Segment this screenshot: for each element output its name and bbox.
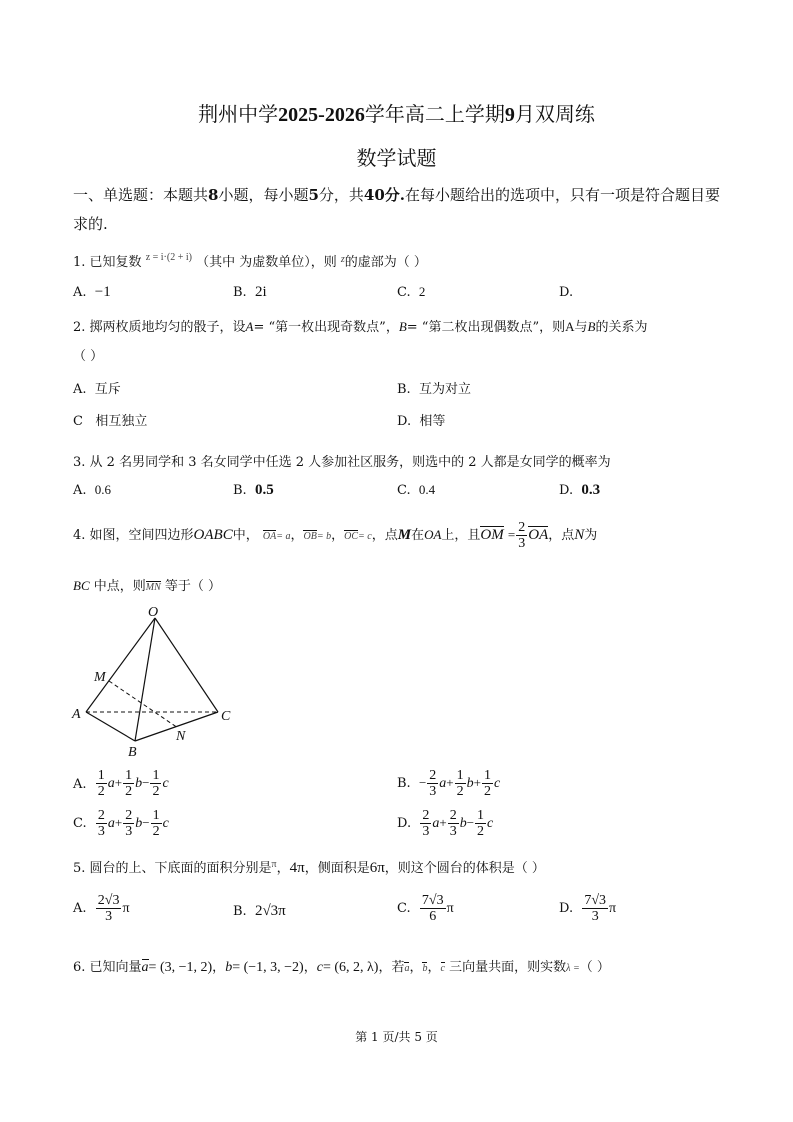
q6-lambda: λ = <box>566 963 580 974</box>
option-label: C <box>73 414 83 429</box>
q5-option-d[interactable] <box>559 893 616 924</box>
q2-eq-b: = “第二枚出现偶数点”，则 <box>406 320 566 335</box>
question-1 <box>73 251 427 270</box>
q2-option-b[interactable] <box>397 378 471 397</box>
q4-prefix: 4. 如图，空间四边形 <box>73 528 194 543</box>
vec-b: b <box>459 816 467 831</box>
frac-den: 2 <box>477 824 485 839</box>
option-label: C. <box>397 285 411 300</box>
frac-den: 3 <box>449 824 457 839</box>
q6-mid: ，若 <box>378 960 405 975</box>
sign: − <box>142 775 150 790</box>
edge-ab <box>86 712 135 741</box>
frac-num: 7√3 <box>584 893 607 908</box>
question-4: 4. 如图，空间四边形OABC中， OA= a，OB= b，OC= c，点M在OA上，且OM = $\frac{2}{3}$ OA，点N为 <box>73 520 598 551</box>
q4-wei: 为 <box>584 528 598 543</box>
q1-option-a[interactable] <box>73 284 111 301</box>
q1-z: z <box>340 254 345 265</box>
q4-eq: = <box>507 527 516 542</box>
option-label: A. <box>73 483 87 498</box>
title-mid: 学年高二上学期 <box>364 102 505 126</box>
frac-den: 3 <box>422 824 430 839</box>
option-value: 0.4 <box>418 482 436 497</box>
q4-n: N <box>574 527 585 543</box>
q1-option-c[interactable] <box>397 284 425 300</box>
title-year: 2025-2026 <box>278 104 365 126</box>
option-value: 2 <box>418 284 426 299</box>
q6-prefix: 6. 已知向量 <box>73 960 142 975</box>
option-value: 2i <box>254 284 267 300</box>
q4-zhong: 中， <box>232 528 259 543</box>
sign: − <box>142 815 150 830</box>
q4-n-text: ，点 <box>548 528 575 543</box>
question-5 <box>73 857 545 877</box>
frac-den: 2 <box>125 784 133 799</box>
frac-den: 2 <box>152 784 160 799</box>
sign: + <box>439 815 447 830</box>
q4-eq-a: = a <box>276 531 291 542</box>
frac-num: 1 <box>97 768 105 783</box>
section-text-a: 一、单选题：本题共 <box>73 186 209 204</box>
frac-num: 1 <box>456 768 464 783</box>
q1-option-d[interactable] <box>559 284 581 300</box>
q5-comma: ， <box>276 861 290 876</box>
option-label: B. <box>233 904 247 919</box>
sign: − <box>466 815 475 830</box>
frac-den: 2 <box>152 824 160 839</box>
q4-bc: BC <box>73 578 90 593</box>
frac-den: 3 <box>591 909 599 924</box>
title-school: 荆州中学 <box>198 102 279 126</box>
option-value: 0.6 <box>94 482 112 497</box>
q4-vec-mn: MN <box>145 582 161 593</box>
q6-tail: 三向量共面，则实数 <box>449 960 567 975</box>
frac-den: 2 <box>483 784 491 799</box>
section-text-c: 分，共 <box>318 186 364 204</box>
q6-vec-b2: b <box>422 963 428 974</box>
page-footer: 第 1 页/共 5 页 <box>355 1030 438 1044</box>
label-c: C <box>221 709 231 724</box>
option-label: C. <box>397 901 411 916</box>
vec-a: a <box>107 816 115 831</box>
section-text-e: 在每小题给出的选项中，只有一项是符合题目要求的. <box>73 186 721 233</box>
frac-num: 2 <box>97 808 105 823</box>
q3-option-a[interactable] <box>73 482 111 498</box>
q6-b: b <box>225 960 233 975</box>
option-label: B. <box>397 776 411 791</box>
section-n2: 5 <box>308 186 319 204</box>
frac-den: 3 <box>97 824 105 839</box>
frac-num: 1 <box>477 808 485 823</box>
question-2 <box>73 316 647 335</box>
q3-option-c[interactable] <box>397 482 435 498</box>
q2-b2: B <box>587 319 596 334</box>
q4-line2-suffix: 等于（ ） <box>164 579 222 594</box>
sign: + <box>473 775 481 790</box>
title-month: 9 <box>504 104 515 126</box>
q6-vec-c2: c <box>440 963 445 974</box>
option-label: C. <box>397 483 411 498</box>
q4-vec-om: OM <box>480 527 504 543</box>
q6-vec-a: a <box>141 960 149 975</box>
option-value: 互为对立 <box>418 382 471 397</box>
question-4-line2 <box>73 575 221 594</box>
q1-prefix: 1. 已知复数 <box>73 255 142 270</box>
vec-b: b <box>135 776 143 791</box>
edge-oa <box>86 618 155 712</box>
q2-b: B <box>398 319 407 334</box>
sign: + <box>114 815 123 830</box>
vec-c: c <box>162 816 169 831</box>
option-label: B. <box>233 285 247 300</box>
vec-c: c <box>487 816 494 831</box>
option-value: 相互独立 <box>95 414 148 429</box>
edge-ob <box>135 618 155 741</box>
q2-option-d[interactable] <box>397 410 445 429</box>
option-tail: π <box>609 901 617 916</box>
frac-num: 1 <box>483 768 491 783</box>
frac-num: 2√3 <box>97 893 120 908</box>
q2-and: 与 <box>574 320 588 335</box>
q6-b-val: = (−1, 3, −2) <box>232 960 304 975</box>
vec-a: a <box>432 816 440 831</box>
q1-mid: （其中 为虚数单位），则 <box>196 255 337 270</box>
q2-paren: （ ） <box>73 349 104 364</box>
vec-b: b <box>466 776 474 791</box>
q4-option-d[interactable] <box>397 808 493 839</box>
q4-line2-mid: 中点，则 <box>93 579 146 594</box>
option-label: B. <box>397 382 411 397</box>
q6-a-val: = (3, −1, 2) <box>148 960 213 975</box>
q5-option-a[interactable] <box>73 893 130 924</box>
frac-num: 1 <box>152 768 160 783</box>
q4-option-a[interactable] <box>73 768 169 799</box>
q4-m: M <box>397 527 412 543</box>
option-label: D. <box>559 483 574 498</box>
edge-oc <box>155 618 218 712</box>
option-label: A. <box>73 382 87 397</box>
q2-a2: A <box>565 319 575 334</box>
vec-c: c <box>493 776 501 791</box>
sign: + <box>114 775 123 790</box>
option-label: A. <box>73 777 87 792</box>
option-label: D. <box>559 285 574 300</box>
label-b: B <box>128 745 137 760</box>
frac-num: 7√3 <box>421 893 444 908</box>
frac-num: 2 <box>125 808 133 823</box>
option-value: 0.3 <box>581 482 601 498</box>
q4-zai: 在 <box>411 528 425 543</box>
q2-prefix: 2. 掷两枚质地均匀的骰子，设 <box>73 320 246 335</box>
q5-option-c[interactable] <box>397 893 454 924</box>
option-label: C. <box>73 816 87 831</box>
frac-den: 2 <box>97 784 105 799</box>
q1-expr: z = i·(2 + i) <box>145 252 192 263</box>
option-label: D. <box>397 414 412 429</box>
section-heading <box>73 181 728 239</box>
question-3: 3. 从 2 名男同学和 3 名女同学中任选 2 人参加社区服务，则选中的 2 人都是女同学的概率为 <box>73 455 611 470</box>
sign: − <box>418 775 427 790</box>
frac-den: 3 <box>125 824 133 839</box>
q2-eq-a: = “第一枚出现奇数点”， <box>253 320 399 335</box>
q2-option-a[interactable] <box>73 378 121 397</box>
title-post: 月双周练 <box>514 102 595 126</box>
vec-b: b <box>135 816 143 831</box>
q4-vec-ob: OB <box>303 531 317 542</box>
q1-suffix: 的虚部为（ ） <box>344 255 427 270</box>
q5-fourpi: 4π <box>289 860 305 876</box>
section-n3: 40 <box>363 186 385 204</box>
q2-suffix: 的关系为 <box>595 320 648 335</box>
q6-paren: （ ） <box>579 960 610 975</box>
q2-a: A <box>245 319 254 334</box>
frac-den: 2 <box>456 784 464 799</box>
q5-option-b[interactable] <box>233 903 286 920</box>
option-label: D. <box>559 901 574 916</box>
option-value: 互斥 <box>94 382 121 397</box>
frac-num: 1 <box>125 768 133 783</box>
q1-option-b[interactable] <box>233 284 267 301</box>
q6-c: c <box>316 960 323 975</box>
q6-c-val: = (6, 2, λ) <box>322 960 379 975</box>
option-value: 相等 <box>419 414 446 429</box>
frac-den: 6 <box>429 909 437 924</box>
q4-oabc: OABC <box>193 527 233 543</box>
frac-den: 3 <box>105 909 113 924</box>
label-a: A <box>72 707 81 722</box>
page-title <box>0 98 793 127</box>
q2-option-c[interactable] <box>73 410 147 429</box>
option-tail: π <box>122 901 130 916</box>
sign: + <box>446 775 454 790</box>
q5-mid: ，侧面积是 <box>304 861 370 876</box>
vec-a: a <box>107 776 115 791</box>
frac-num: 2 <box>449 808 457 823</box>
q5-sixpi: 6π <box>369 860 385 876</box>
vec-a: a <box>439 776 447 791</box>
q6-vec-a2: a <box>404 963 410 974</box>
tetrahedron-figure <box>66 600 246 760</box>
frac-num: 2 <box>422 808 430 823</box>
frac-den: 3 <box>518 536 526 551</box>
q4-m-text: ，点 <box>371 528 398 543</box>
q5-suffix: ，则这个圆台的体积是（ ） <box>384 861 545 876</box>
option-label: B. <box>233 483 247 498</box>
q4-oa2: OA <box>424 527 442 542</box>
q3-option-b[interactable] <box>233 482 274 499</box>
q4-fraction <box>516 520 527 551</box>
q4-vec-oa: OA <box>262 531 277 542</box>
q4-option-c[interactable] <box>73 808 169 839</box>
frac-num: 2 <box>518 520 526 535</box>
q5-prefix: 5. 圆台的上、下底面的面积分别是 <box>73 861 272 876</box>
q4-vec-oc: OC <box>344 531 358 542</box>
page-subtitle: 数学试题 <box>356 146 437 170</box>
option-tail: 2√3π <box>254 903 286 919</box>
q4-vec-oa3: OA <box>528 527 549 543</box>
section-n1: 8 <box>208 186 219 204</box>
option-label: A. <box>73 901 87 916</box>
q5-pi: π <box>271 859 277 870</box>
section-text-d: 分. <box>384 186 406 204</box>
vec-c: c <box>162 776 169 791</box>
option-tail: π <box>446 901 454 916</box>
option-label: A. <box>73 285 87 300</box>
label-o: O <box>148 605 159 620</box>
option-value: 0.5 <box>254 482 274 498</box>
label-m: M <box>94 670 106 685</box>
q4-eq-b: = b <box>316 531 332 542</box>
q4-shang: 上，且 <box>441 528 481 543</box>
q3-option-d[interactable] <box>559 482 600 499</box>
q4-eq-c: = c <box>358 531 372 542</box>
frac-num: 1 <box>152 808 160 823</box>
frac-num: 2 <box>429 768 437 783</box>
option-value: −1 <box>94 284 111 300</box>
section-text-b: 小题，每小题 <box>218 186 309 204</box>
label-n: N <box>176 729 186 744</box>
frac-den: 3 <box>429 784 437 799</box>
q4-option-b[interactable] <box>397 768 500 799</box>
question-6: 6. 已知向量a= (3, −1, 2)，b= (−1, 3, −2)，c= (6, 2, λ)，若a，b，c 三向量共面，则实数λ =（ ） <box>73 960 610 975</box>
option-label: D. <box>397 816 412 831</box>
